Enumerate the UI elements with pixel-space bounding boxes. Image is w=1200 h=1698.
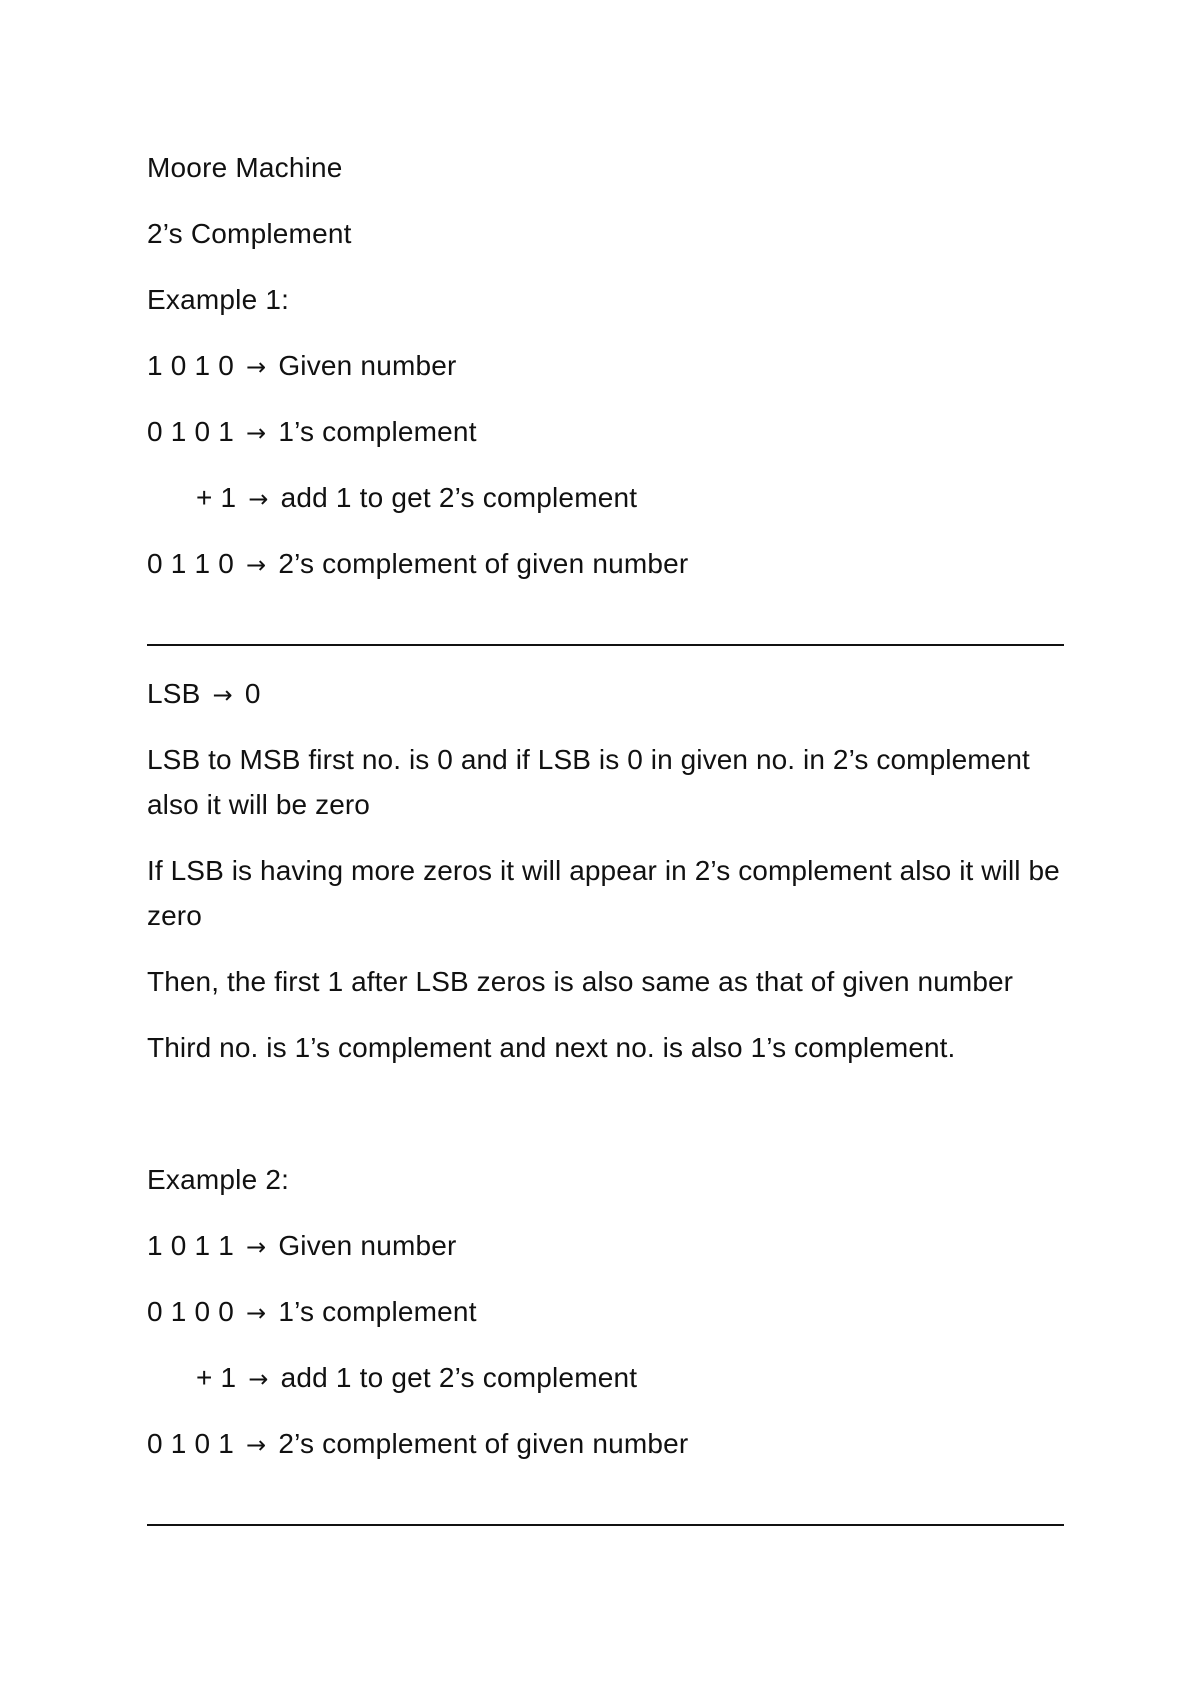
binary-value: 1 0 1 1 [147, 1230, 243, 1261]
note-paragraph: Third no. is 1’s complement and next no. is also 1’s complement. [147, 1032, 956, 1063]
horizontal-divider [147, 644, 1064, 646]
example1-heading: Example 1: [147, 284, 290, 315]
binary-value: 0 1 1 0 [147, 548, 243, 579]
document-title: Moore Machine [147, 152, 343, 183]
binary-value: 0 1 0 1 [147, 416, 235, 447]
example1-row [147, 349, 457, 384]
row-description: add 1 to get 2’s complement [280, 482, 638, 513]
row-description: Given number [278, 350, 457, 381]
example2-row [147, 1229, 457, 1264]
lsb-label: LSB [147, 678, 201, 709]
right-arrow-icon: → [248, 1365, 269, 1393]
note-paragraph: If LSB is having more zeros it will appear in 2’s complement also it will be zero [147, 855, 1060, 931]
example2-row [196, 1361, 637, 1396]
lsb-rule [147, 677, 261, 712]
binary-value: 0 1 0 0 [147, 1296, 243, 1327]
example1-row [196, 481, 637, 516]
right-arrow-icon: → [246, 1299, 267, 1327]
example1-row [147, 547, 688, 582]
binary-value: + 1 [196, 1362, 245, 1393]
right-arrow-icon: → [246, 551, 267, 579]
horizontal-divider [147, 1524, 1064, 1526]
binary-value: 1 0 1 0 [147, 350, 235, 381]
lsb-value: 0 [244, 678, 261, 709]
note-paragraph: LSB to MSB first no. is 0 and if LSB is 0 in given no. in 2’s complement also it will be zero [147, 744, 1030, 820]
row-description: 1’s complement [278, 1296, 477, 1327]
example2-row [147, 1295, 477, 1330]
document-subtitle: 2’s Complement [147, 218, 352, 249]
right-arrow-icon: → [246, 1233, 267, 1261]
example1-row [147, 415, 477, 450]
row-description: 2’s complement of given number [278, 548, 689, 579]
row-description: Given number [278, 1230, 457, 1261]
example2-row [147, 1427, 688, 1462]
right-arrow-icon: → [248, 485, 269, 513]
right-arrow-icon: → [246, 353, 267, 381]
binary-value: + 1 [196, 482, 237, 513]
right-arrow-icon: → [246, 419, 267, 447]
binary-value: 0 1 0 1 [147, 1428, 243, 1459]
note-paragraph: Then, the first 1 after LSB zeros is also same as that of given number [147, 966, 1014, 997]
row-description: 1’s complement [278, 416, 477, 447]
right-arrow-icon: → [212, 681, 233, 709]
example2-heading: Example 2: [147, 1164, 290, 1195]
right-arrow-icon: → [246, 1431, 267, 1459]
row-description: 2’s complement of given number [278, 1428, 689, 1459]
row-description: add 1 to get 2’s complement [280, 1362, 638, 1393]
